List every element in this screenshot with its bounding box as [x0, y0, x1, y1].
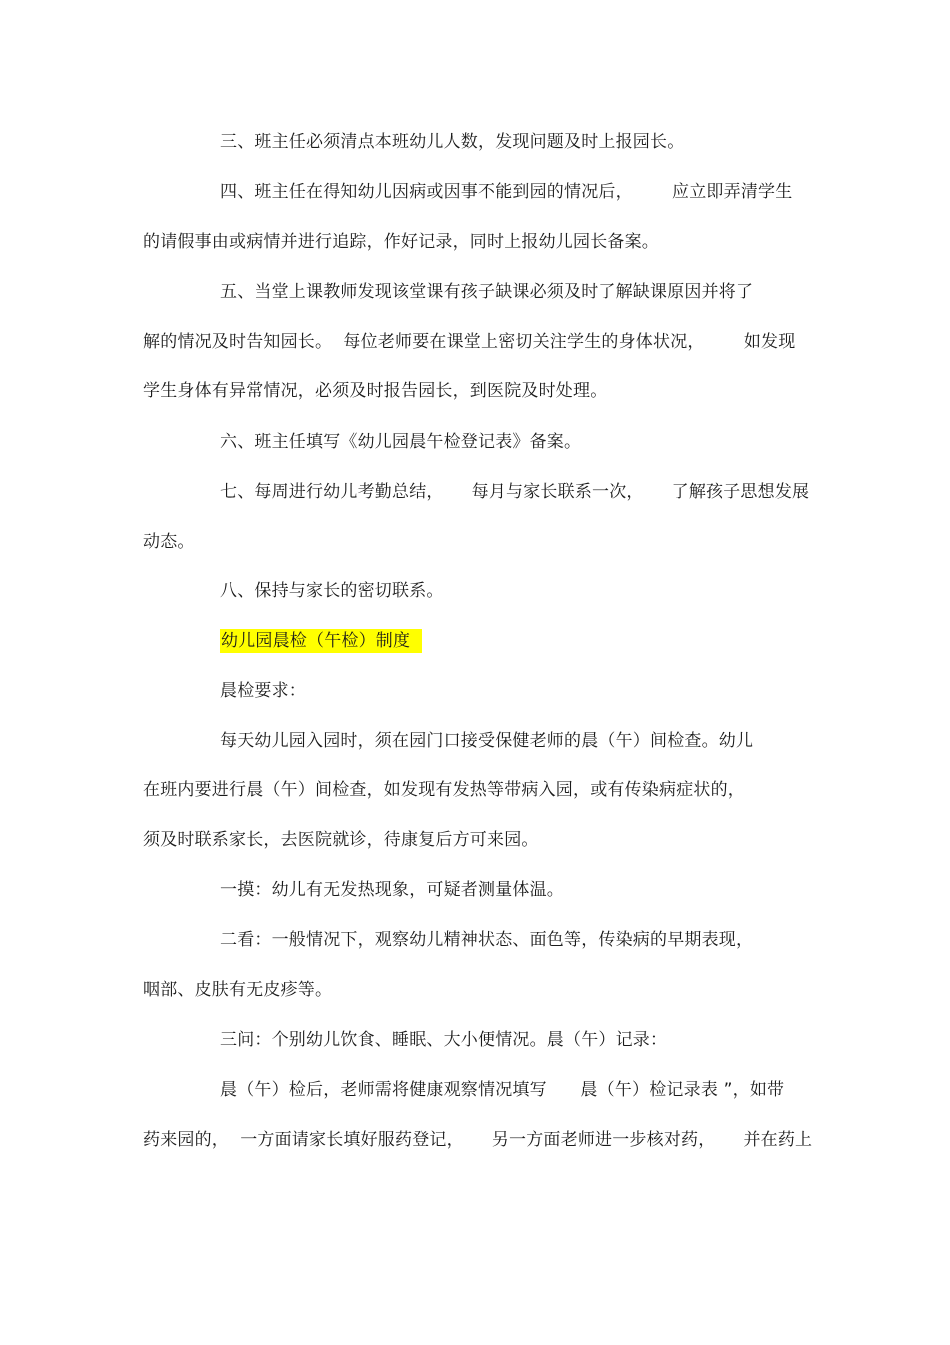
clause-4-line-1: 四、班主任在得知幼儿因病或因事不能到园的情况后， 应立即弄清学生 — [220, 182, 793, 202]
clause-8: 八、保持与家长的密切联系。 — [220, 581, 444, 601]
item-look-line-1: 二看：一般情况下，观察幼儿精神状态、面色等，传染病的早期表现， — [220, 930, 754, 950]
clause-4-line-2: 的请假事由或病情并进行追踪，作好记录，同时上报幼儿园长备案。 — [143, 232, 659, 252]
clause-5-line-2: 解的情况及时告知园长。 每位老师要在课堂上密切关注学生的身体状况， 如发现 — [143, 332, 796, 352]
record-para-line-2: 药来园的， 一方面请家长填好服药登记， 另一方面老师进一步核对药， 并在药上 — [143, 1130, 813, 1150]
clause-6: 六、班主任填写《幼儿园晨午检登记表》备案。 — [220, 432, 582, 452]
clause-5-line-3: 学生身体有异常情况，必须及时报告园长，到医院及时处理。 — [143, 381, 608, 401]
clause-5-line-1: 五、当堂上课教师发现该堂课有孩子缺课必须及时了解缺课原因并将了 — [220, 282, 754, 302]
clause-3: 三、班主任必须清点本班幼儿人数，发现问题及时上报园长。 — [220, 132, 685, 152]
para-1-line-3: 须及时联系家长，去医院就诊，待康复后方可来园。 — [143, 830, 539, 850]
item-look-line-2: 咽部、皮肤有无皮疹等。 — [143, 980, 333, 1000]
para-1-line-2: 在班内要进行晨（午）间检查，如发现有发热等带病入园，或有传染病症状的， — [143, 780, 745, 800]
para-1-line-1: 每天幼儿园入园时，须在园门口接受保健老师的晨（午）间检查。幼儿 — [220, 731, 754, 751]
item-ask: 三问：个别幼儿饮食、睡眠、大小便情况。晨（午）记录： — [220, 1030, 668, 1050]
clause-7-line-2: 动态。 — [143, 532, 195, 552]
subheading-morning-check: 晨检要求： — [220, 681, 306, 701]
record-para-line-1: 晨（午）检后，老师需将健康观察情况填写 晨（午）检记录表 ”，如带 — [220, 1080, 785, 1100]
item-touch: 一摸：幼儿有无发热现象，可疑者测量体温。 — [220, 880, 564, 900]
clause-7-line-1: 七、每周进行幼儿考勤总结， 每月与家长联系一次， 了解孩子思想发展 — [220, 482, 810, 502]
section-heading-highlight: 幼儿园晨检（午检）制度 — [220, 629, 422, 653]
section-heading — [220, 630, 422, 652]
